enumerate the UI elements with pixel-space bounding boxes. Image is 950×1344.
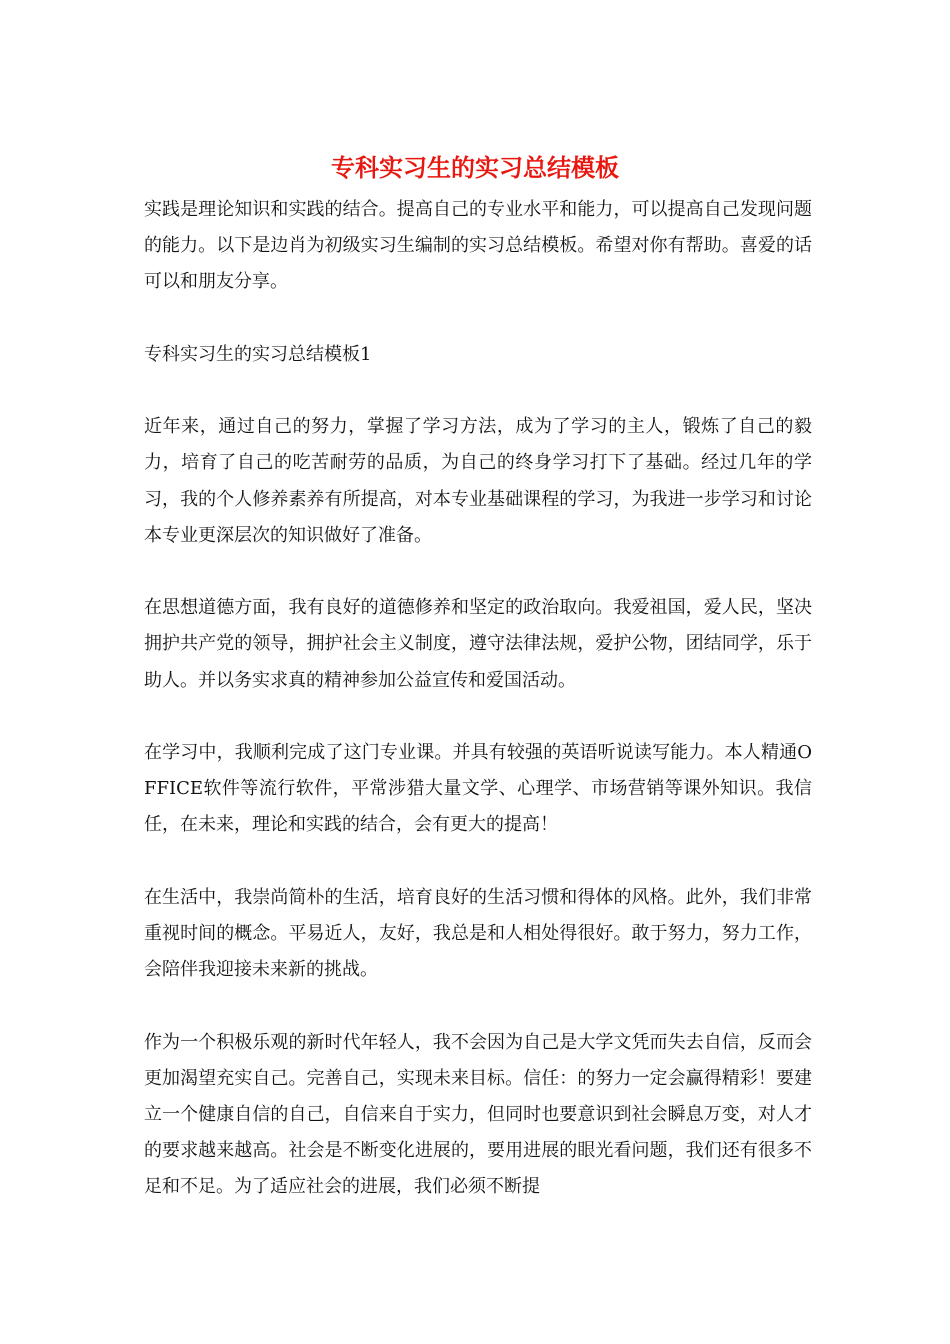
body-paragraph: 在生活中，我崇尚简朴的生活，培育良好的生活习惯和得体的风格。此外，我们非常重视时间的概念。平易近人，友好，我总是和人相处得很好。敢于努力，努力工作，会陪伴我迎接未来新的挑战。: [144, 886, 812, 981]
intro-paragraph: 实践是理论知识和实践的结合。提高自己的专业水平和能力，可以提高自己发现问题的能力。以下是边肖为初级实习生编制的实习总结模板。希望对你有帮助。喜爱的话可以和朋友分享。: [144, 199, 812, 293]
body-paragraph: 近年来，通过自己的努力，掌握了学习方法，成为了学习的主人，锻炼了自己的毅力，培育了自己的吃苦耐劳的品质，为自己的终身学习打下了基础。经过几年的学习，我的个人修养素养有所提高，对本专业基础课程的学习，为我进一步学习和讨论本专业更深层次的知识做好了准备。: [144, 416, 812, 546]
section-heading: 专科实习生的实习总结模板1: [144, 343, 372, 365]
body-paragraph: 在思想道德方面，我有良好的道德修养和坚定的政治取向。我爱祖国，爱人民，坚决拥护共产党的领导，拥护社会主义制度，遵守法律法规，爱护公物，团结同学，乐于助人。并以务实求真的精神参加公益宣传和爱国活动。: [144, 597, 812, 691]
document-body: [144, 192, 812, 1242]
document-title: 专科实习生的实习总结模板: [331, 153, 619, 182]
body-paragraph: 在学习中，我顺利完成了这门专业课。并具有较强的英语听说读写能力。本人精通OFFICE软件等流行软件，平常涉猎大量文学、心理学、市场营销等课外知识。我信任，在未来，理论和实践的结合，会有更大的提高！: [144, 741, 812, 836]
body-paragraph: 作为一个积极乐观的新时代年轻人，我不会因为自己是大学文凭而失去自信，反而会更加渴望充实自己。完善自己，实现未来目标。信任：的努力一定会赢得精彩！要建立一个健康自信的自己，自信来自于实力，但同时也要意识到社会瞬息万变，对人才的要求越来越高。社会是不断变化进展的，要用进展的眼光看问题，我们还有很多不足和不足。为了适应社会的进展，我们必须不断提: [144, 1031, 812, 1198]
